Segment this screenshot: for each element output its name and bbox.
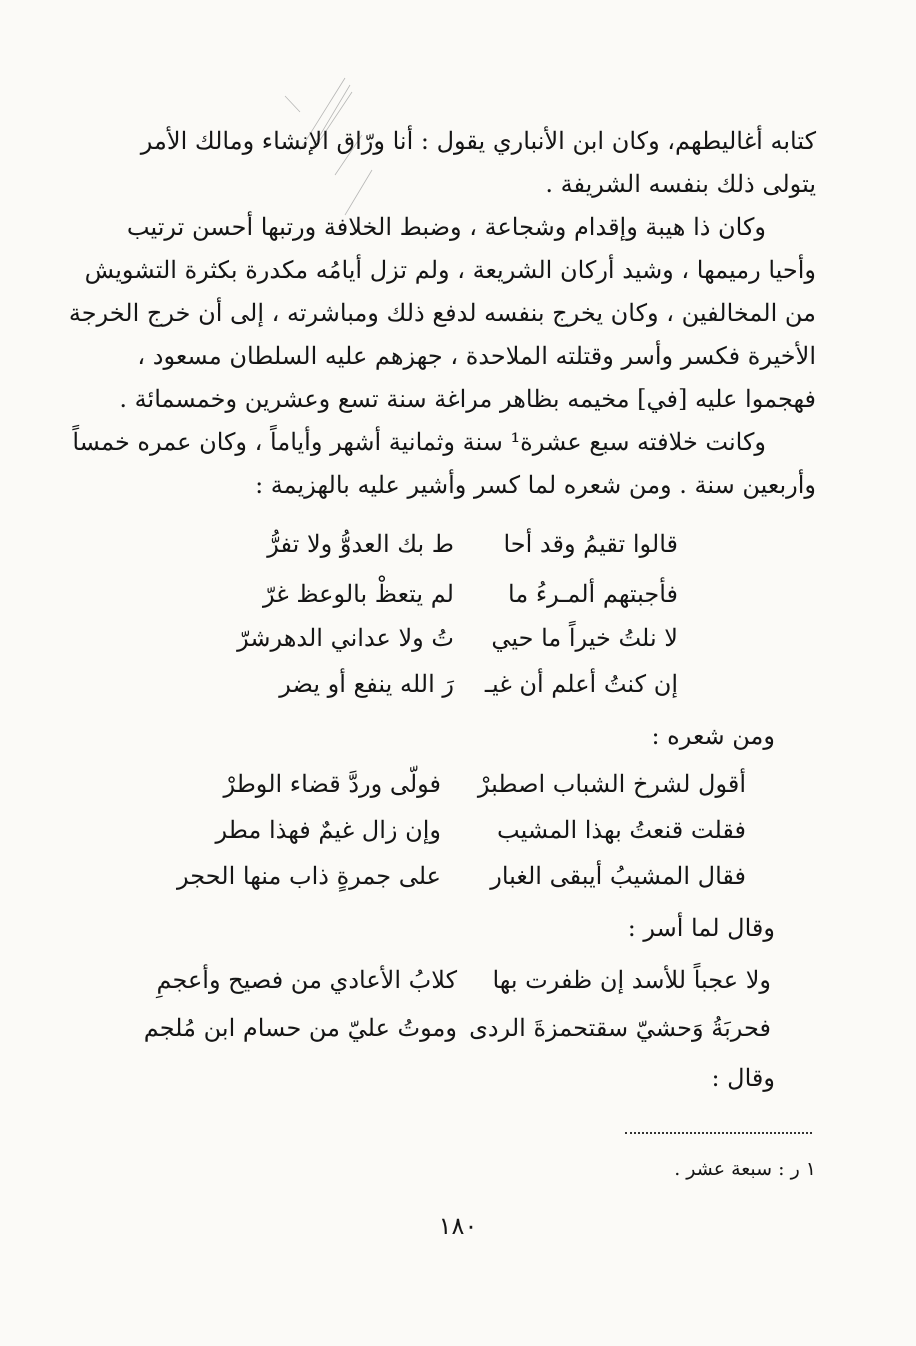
footnote-divider [625, 1132, 812, 1134]
prose-line: وكانت خلافته سبع عشرة¹ سنة وثمانية أشهر وأياماً ، وكان عمره خمساً [72, 428, 766, 456]
verse-line [0, 1014, 916, 1054]
verse-first-hemistich: فأجبتهم ألمـرءُ ما [508, 580, 678, 608]
verse-first-hemistich: فحربَةُ وَحشيّ سقتحمزةَ الردى [469, 1014, 771, 1042]
prose-line: كتابه أغاليطهم، وكان ابن الأنباري يقول : أنا ورّاق الإنشاء ومالك الأمر [140, 127, 816, 155]
prose-line: الأخيرة فكسر وأسر وقتلته الملاحدة ، جهزهم عليه السلطان مسعود ، [137, 342, 816, 370]
verse-line [0, 862, 916, 902]
verse-first-hemistich: إن كنتُ أعلم أن غيـ [484, 670, 678, 698]
paragraph-caliph-description [68, 206, 816, 421]
verse-line [0, 670, 916, 710]
prose-line: فهجموا عليه [في] مخيمه بظاهر مراغة سنة تسع وعشرين وخمسمائة . [119, 385, 816, 413]
verse-first-hemistich: فقلت قنعتُ بهذا المشيب [497, 816, 746, 844]
prose-line: وكان ذا هيبة وإقدام وشجاعة ، وضبط الخلافة ورتبها أحسن ترتيب [126, 213, 766, 241]
verse-first-hemistich: فقال المشيبُ أيبقى الغبار [490, 862, 746, 890]
verse-second-hemistich: رَ الله ينفع أو يضر [279, 670, 454, 698]
verse-line [0, 816, 916, 856]
verse-line [0, 580, 916, 620]
verse-first-hemistich: ولا عجباً للأسد إن ظفرت بها [492, 966, 771, 994]
verse-first-hemistich: أقول لشرخ الشباب اصطبرْ [477, 770, 746, 798]
prose-line: وأربعين سنة . ومن شعره لما كسر وأشير عليه بالهزيمة : [255, 471, 816, 499]
verse-line [0, 770, 916, 810]
poem-intro: وقال : [711, 1064, 775, 1092]
page-number: ١٨٠ [438, 1212, 478, 1240]
poem-intro: ومن شعره : [651, 722, 775, 750]
verse-line [0, 624, 916, 664]
poem-intro: وقال لما أسر : [627, 914, 775, 942]
paragraph-caliphate-length [72, 421, 816, 507]
verse-first-hemistich: قالوا تقيمُ وقد أحا [503, 530, 678, 558]
verse-first-hemistich: لا نلتُ خيراً ما حيي [491, 624, 678, 652]
verse-second-hemistich: كلابُ الأعادي من فصيح وأعجمِ [156, 966, 457, 994]
verse-line [0, 966, 916, 1006]
verse-second-hemistich: ط بك العدوُّ ولا تفرُّ [267, 530, 454, 558]
verse-second-hemistich: فولّى وردَّ قضاء الوطرْ [223, 770, 441, 798]
verse-line [0, 530, 916, 570]
prose-line: وأحيا رميمها ، وشيد أركان الشريعة ، ولم تزل أيامُه مكدرة بكثرة التشويش [84, 256, 816, 284]
prose-line: يتولى ذلك بنفسه الشريفة . [545, 170, 816, 198]
verse-second-hemistich: تُ ولا عداني الدهرشرّ [237, 624, 454, 652]
verse-second-hemistich: وموتُ عليّ من حسام ابن مُلجم [143, 1014, 457, 1042]
footnote: ١ ر : سبعة عشر . [674, 1158, 816, 1180]
paragraph-continuation [118, 120, 816, 206]
verse-second-hemistich: وإن زال غيمٌ فهذا مطر [215, 816, 441, 844]
verse-second-hemistich: على جمرةٍ ذاب منها الحجر [177, 862, 441, 890]
prose-line: من المخالفين ، وكان يخرج بنفسه لدفع ذلك ومباشرته ، إلى أن خرج الخرجة [68, 299, 816, 327]
verse-second-hemistich: لم يتعظْ بالوعظ غرّ [262, 580, 454, 608]
